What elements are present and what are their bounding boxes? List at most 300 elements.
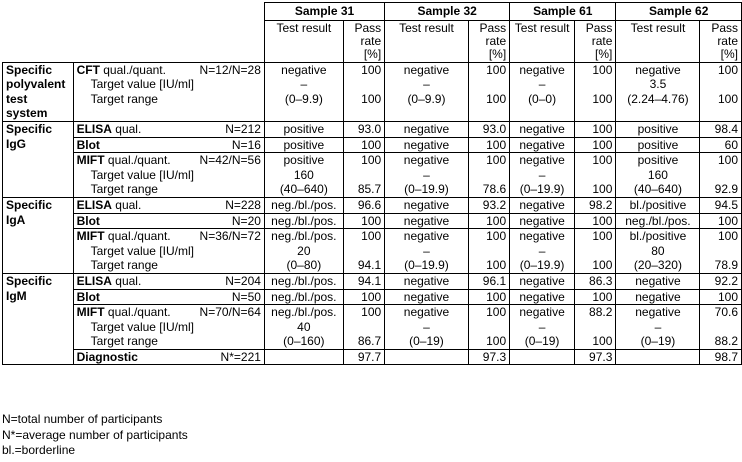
test-result-cell: [510, 289, 575, 305]
test-result: (0–19): [640, 334, 676, 349]
sample-header: Sample 31: [264, 3, 384, 21]
col-pass-rate: Pass rate [%]: [574, 20, 615, 62]
test-name: MIFT: [76, 305, 105, 320]
test-sub-label: Target value [IU/ml]: [90, 167, 194, 182]
test-result: negative: [519, 137, 565, 152]
test-result-cell: [264, 62, 343, 121]
pass-rate-cell: [468, 153, 509, 198]
col-pass-rate: Pass rate [%]: [468, 20, 509, 62]
table-row: [3, 213, 742, 229]
test-result: (0–19): [524, 334, 560, 349]
pass-rate-cell: [343, 273, 384, 289]
pass-rate: 100: [361, 153, 382, 168]
table-row: [3, 121, 742, 137]
pass-rate: 85.7: [357, 182, 382, 197]
pass-rate: 97.7: [357, 349, 382, 364]
test-label: [77, 290, 100, 305]
test-result: neg./bl./pos.: [271, 197, 337, 212]
test-result: 160: [647, 167, 668, 182]
pass-rate-cell: [574, 153, 615, 198]
test-result-cell: [510, 153, 575, 198]
pass-rate-cell: [574, 289, 615, 305]
footnote: N*=average number of participants: [2, 427, 188, 442]
pass-rate-cell: [468, 137, 509, 153]
pass-rate: 100: [486, 334, 507, 349]
col-test-result: Test result: [510, 20, 575, 62]
test-result-cell: [510, 62, 575, 121]
pass-rate: 98.4: [714, 121, 738, 136]
pass-rate: [703, 77, 738, 92]
pass-rate-cell: [343, 213, 384, 229]
test-result: positive: [637, 153, 679, 168]
test-result: [513, 350, 571, 365]
test-line: [77, 138, 261, 153]
test-result: positive: [637, 121, 679, 136]
test-qual: qual.: [115, 197, 142, 212]
test-result: bl./positive: [629, 229, 687, 244]
pass-rate: 78.6: [482, 182, 507, 197]
section-label: Specific polyvalent test system: [3, 62, 74, 121]
test-line: [77, 122, 261, 137]
results-table: [2, 2, 742, 365]
test-qual: qual./quant.: [107, 153, 171, 168]
test-name: ELISA: [76, 197, 112, 212]
pass-rate-cell: [343, 121, 384, 137]
test-result-cell: [385, 349, 469, 365]
test-result-cell: [264, 137, 343, 153]
test-result: neg./bl./pos.: [271, 289, 337, 304]
pass-rate: 100: [592, 334, 613, 349]
test-result: negative: [635, 62, 681, 77]
test-result: negative: [403, 229, 450, 244]
test-result: (40–640): [279, 182, 328, 197]
pass-rate-cell: [468, 121, 509, 137]
test-cell: [73, 229, 264, 274]
pass-rate: 96.1: [482, 273, 507, 288]
test-result-cell: [616, 137, 700, 153]
pass-rate: 100: [717, 62, 738, 77]
pass-rate: 100: [361, 137, 382, 152]
test-result: –: [300, 77, 308, 92]
test-result: negative: [635, 305, 681, 320]
col-test-result: Test result: [385, 20, 469, 62]
test-result: negative: [519, 62, 565, 77]
pass-rate-cell: [343, 137, 384, 153]
test-result: –: [423, 167, 430, 182]
test-result-cell: [510, 273, 575, 289]
pass-rate: [472, 244, 506, 259]
test-result-cell: [264, 229, 343, 274]
test-result-cell: [264, 213, 343, 229]
test-label: [77, 122, 142, 137]
test-sub-label: Target range: [90, 258, 158, 273]
pass-rate-cell: [574, 305, 615, 350]
pass-rate: 100: [486, 137, 507, 152]
pass-rate: [578, 244, 612, 259]
pass-rate-cell: [343, 197, 384, 213]
test-result: negative: [403, 213, 450, 228]
test-result: bl./positive: [629, 197, 687, 212]
test-result: neg./bl./pos.: [625, 213, 691, 228]
test-sub-label: Target value [IU/ml]: [90, 319, 194, 334]
test-result-cell: [616, 305, 700, 350]
test-cell: [73, 289, 264, 305]
pass-rate: 100: [592, 62, 613, 77]
pass-rate-cell: [700, 213, 742, 229]
test-label: [77, 138, 100, 153]
test-result: negative: [635, 273, 681, 288]
participant-count: N=16: [231, 137, 261, 152]
pass-rate: 100: [592, 182, 613, 197]
test-result: –: [423, 77, 430, 92]
pass-rate: 93.0: [357, 121, 382, 136]
pass-rate: 100: [592, 213, 613, 228]
test-label: [77, 350, 138, 365]
pass-rate: 100: [486, 258, 507, 273]
pass-rate: 100: [361, 91, 382, 106]
test-result-cell: [616, 273, 700, 289]
pass-rate: 86.7: [357, 334, 382, 349]
participant-count: N=36/N=72: [199, 229, 261, 244]
test-result-cell: [510, 197, 575, 213]
pass-rate: 100: [361, 229, 382, 244]
test-label: [77, 198, 142, 213]
test-result-cell: [510, 121, 575, 137]
test-result: negative: [519, 273, 565, 288]
sample-header: Sample 61: [510, 3, 616, 21]
test-result: negative: [519, 121, 565, 136]
pass-rate: [578, 168, 612, 183]
pass-rate: 100: [717, 213, 738, 228]
pass-rate-cell: [343, 305, 384, 350]
test-result: negative: [403, 305, 450, 320]
pass-rate: 100: [717, 229, 738, 244]
pass-rate: [472, 168, 506, 183]
test-result: negative: [403, 153, 450, 168]
test-result: positive: [283, 137, 325, 152]
sample-header-row: [3, 3, 742, 21]
pass-rate-cell: [468, 273, 509, 289]
pass-rate: 100: [592, 258, 613, 273]
pass-rate: 70.6: [714, 305, 738, 320]
test-name: Blot: [76, 289, 100, 304]
test-result: negative: [281, 62, 327, 77]
test-result: (0–0): [528, 91, 557, 106]
pass-rate: 78.9: [714, 258, 738, 273]
test-result: –: [538, 167, 546, 182]
pass-rate: 94.1: [357, 273, 382, 288]
test-name: MIFT: [76, 153, 105, 168]
pass-rate: 100: [486, 153, 507, 168]
test-result: 80: [651, 243, 665, 258]
table-row: [3, 273, 742, 289]
pass-rate: 100: [486, 305, 507, 320]
test-result-cell: [616, 349, 700, 365]
test-result: (40–640): [633, 182, 682, 197]
test-name: ELISA: [76, 273, 112, 288]
test-line: [77, 214, 261, 229]
pass-rate: 100: [592, 91, 613, 106]
pass-rate-cell: [468, 305, 509, 350]
test-line: [77, 350, 261, 365]
pass-rate: 98.2: [589, 197, 613, 212]
pass-rate-cell: [700, 153, 742, 198]
section-label: Specific IgM: [3, 273, 74, 365]
test-label: [77, 229, 171, 244]
pass-rate-cell: [574, 273, 615, 289]
test-qual: qual./quant.: [107, 305, 171, 320]
test-result: negative: [519, 289, 565, 304]
pass-rate-cell: [574, 121, 615, 137]
pass-rate: 100: [361, 305, 382, 320]
test-cell: [73, 213, 264, 229]
test-sub-label: Target range: [90, 91, 158, 106]
test-result: (0–19.9): [404, 182, 449, 197]
test-result-cell: [264, 349, 343, 365]
test-sub-label: Target value [IU/ml]: [90, 77, 194, 92]
test-result-cell: [616, 153, 700, 198]
pass-rate-cell: [468, 213, 509, 229]
test-line: [77, 274, 261, 289]
table-row: [3, 349, 742, 365]
participant-count: N=228: [225, 197, 261, 212]
test-result-cell: [264, 289, 343, 305]
test-label: [77, 63, 166, 78]
participant-count: N=42/N=56: [199, 153, 261, 168]
pass-rate: 94.1: [357, 258, 382, 273]
test-result-cell: [385, 213, 469, 229]
test-result: (0–19): [409, 334, 444, 349]
pass-rate: [703, 244, 738, 259]
test-line: [77, 305, 261, 320]
pass-rate: 100: [592, 153, 613, 168]
test-label: [77, 153, 171, 168]
test-name: ELISA: [76, 121, 112, 136]
test-result-cell: [385, 273, 469, 289]
test-result: negative: [403, 197, 450, 212]
table-row: [3, 289, 742, 305]
pass-rate-cell: [343, 229, 384, 274]
pass-rate-cell: [574, 62, 615, 121]
test-name: Blot: [76, 137, 100, 152]
test-result: negative: [519, 197, 565, 212]
test-result: [388, 350, 465, 365]
pass-rate: 92.9: [714, 182, 738, 197]
pass-rate: 100: [486, 213, 507, 228]
section-label: Specific IgG: [3, 121, 74, 197]
pass-rate: 60: [724, 137, 738, 152]
participant-count: N*=221: [220, 349, 261, 364]
pass-rate-cell: [574, 137, 615, 153]
test-qual: qual./quant.: [107, 229, 171, 244]
test-result: negative: [403, 137, 450, 152]
test-result: negative: [635, 289, 681, 304]
test-result: (2.24–4.76): [627, 91, 689, 106]
pass-rate-cell: [468, 229, 509, 274]
test-result-cell: [510, 349, 575, 365]
header-blank: [3, 3, 265, 63]
test-cell: [73, 62, 264, 121]
test-result: (0–19.9): [404, 258, 449, 273]
test-result: negative: [519, 229, 565, 244]
test-result-cell: [510, 213, 575, 229]
test-result-cell: [616, 197, 700, 213]
pass-rate-cell: [343, 62, 384, 121]
table-row: [3, 62, 742, 121]
pass-rate: 100: [717, 91, 738, 106]
pass-rate-cell: [574, 213, 615, 229]
test-qual: qual./quant.: [103, 62, 166, 77]
test-result: neg./bl./pos.: [271, 213, 337, 228]
pass-rate: 86.3: [589, 273, 613, 288]
test-name: MIFT: [76, 229, 105, 244]
pass-rate: 100: [592, 121, 613, 136]
pass-rate-cell: [468, 349, 509, 365]
pass-rate: 97.3: [482, 349, 507, 364]
test-result: negative: [519, 305, 565, 320]
test-result: neg./bl./pos.: [271, 273, 337, 288]
test-result: negative: [519, 213, 565, 228]
test-cell: [73, 153, 264, 198]
test-result-cell: [264, 305, 343, 350]
pass-rate: 100: [592, 137, 613, 152]
test-name: Blot: [76, 213, 100, 228]
pass-rate-cell: [700, 137, 742, 153]
pass-rate: 100: [361, 289, 382, 304]
footnote: N=total number of participants: [2, 412, 163, 426]
test-result: negative: [403, 62, 450, 77]
test-result: negative: [403, 289, 450, 304]
pass-rate: 100: [592, 229, 613, 244]
test-result-cell: [616, 62, 700, 121]
participant-count: N=50: [231, 289, 261, 304]
test-result-cell: [385, 121, 469, 137]
test-result-cell: [385, 197, 469, 213]
test-result-cell: [510, 229, 575, 274]
test-result: positive: [283, 153, 325, 168]
test-qual: qual.: [115, 121, 142, 136]
pass-rate: [703, 320, 738, 335]
test-result: positive: [283, 121, 325, 136]
test-cell: [73, 121, 264, 137]
test-result: (0–9.9): [407, 91, 446, 106]
test-result: [619, 350, 696, 365]
test-cell: [73, 273, 264, 289]
test-result: –: [538, 319, 546, 334]
pass-rate: 97.3: [589, 349, 613, 364]
results-body: [3, 62, 742, 365]
pass-rate-cell: [700, 273, 742, 289]
sample-header: Sample 32: [385, 3, 510, 21]
participant-count: N=212: [225, 121, 261, 136]
test-result: –: [654, 319, 662, 334]
test-result-cell: [264, 153, 343, 198]
test-result: (20–320): [633, 258, 682, 273]
test-result: 3.5: [649, 77, 667, 92]
test-result-cell: [385, 289, 469, 305]
test-result-cell: [510, 305, 575, 350]
test-result: (0–80): [286, 258, 322, 273]
pass-rate-cell: [700, 121, 742, 137]
pass-rate: 100: [486, 62, 507, 77]
test-result-cell: [510, 137, 575, 153]
test-result: (0–19.9): [519, 182, 565, 197]
test-label: [77, 274, 142, 289]
table-row: [3, 197, 742, 213]
test-sub-label: Target range: [90, 334, 158, 349]
table-row: [3, 153, 742, 198]
pass-rate: 94.5: [714, 197, 738, 212]
pass-rate-cell: [343, 349, 384, 365]
participant-count: N=204: [225, 273, 261, 288]
test-result-cell: [616, 213, 700, 229]
test-result: 40: [297, 319, 311, 334]
test-result-cell: [616, 289, 700, 305]
pass-rate: 100: [717, 153, 738, 168]
pass-rate: 88.2: [589, 305, 613, 320]
participant-count: N=70/N=64: [199, 305, 261, 320]
pass-rate-cell: [468, 289, 509, 305]
test-result: (0–19.9): [519, 258, 565, 273]
pass-rate: [472, 320, 506, 335]
pass-rate: 100: [486, 229, 507, 244]
pass-rate-cell: [343, 289, 384, 305]
test-result-cell: [264, 121, 343, 137]
test-line: [77, 63, 261, 78]
pass-rate: [578, 77, 612, 92]
test-result: [268, 350, 340, 365]
test-result-cell: [385, 137, 469, 153]
test-result: neg./bl./pos.: [271, 229, 337, 244]
test-name: Diagnostic: [76, 349, 138, 364]
test-result: 20: [297, 243, 311, 258]
test-qual: qual.: [115, 273, 142, 288]
pass-rate: [703, 168, 738, 183]
pass-rate: 98.7: [714, 349, 738, 364]
test-result-cell: [264, 273, 343, 289]
participant-count: N=20: [231, 213, 261, 228]
test-label: [77, 305, 171, 320]
test-result-cell: [385, 305, 469, 350]
pass-rate-cell: [700, 62, 742, 121]
pass-rate-cell: [700, 305, 742, 350]
pass-rate: 100: [486, 289, 507, 304]
table-row: [3, 137, 742, 153]
col-test-result: Test result: [264, 20, 343, 62]
test-result: –: [423, 319, 430, 334]
pass-rate: 96.6: [357, 197, 382, 212]
test-sub-label: Target range: [90, 182, 158, 197]
pass-rate-cell: [700, 229, 742, 274]
test-result: positive: [637, 137, 679, 152]
test-cell: [73, 305, 264, 350]
test-result: negative: [403, 121, 450, 136]
pass-rate-cell: [468, 62, 509, 121]
test-line: [77, 290, 261, 305]
footnote: bl.=borderline: [2, 443, 76, 457]
col-test-result: Test result: [616, 20, 700, 62]
test-line: [77, 198, 261, 213]
pass-rate: [472, 77, 506, 92]
pass-rate: [347, 244, 381, 259]
test-result-cell: [385, 229, 469, 274]
pass-rate: 93.2: [482, 197, 507, 212]
test-name: CFT: [76, 62, 100, 77]
test-result-cell: [616, 229, 700, 274]
pass-rate: 100: [361, 213, 382, 228]
pass-rate-cell: [574, 229, 615, 274]
pass-rate-cell: [700, 349, 742, 365]
